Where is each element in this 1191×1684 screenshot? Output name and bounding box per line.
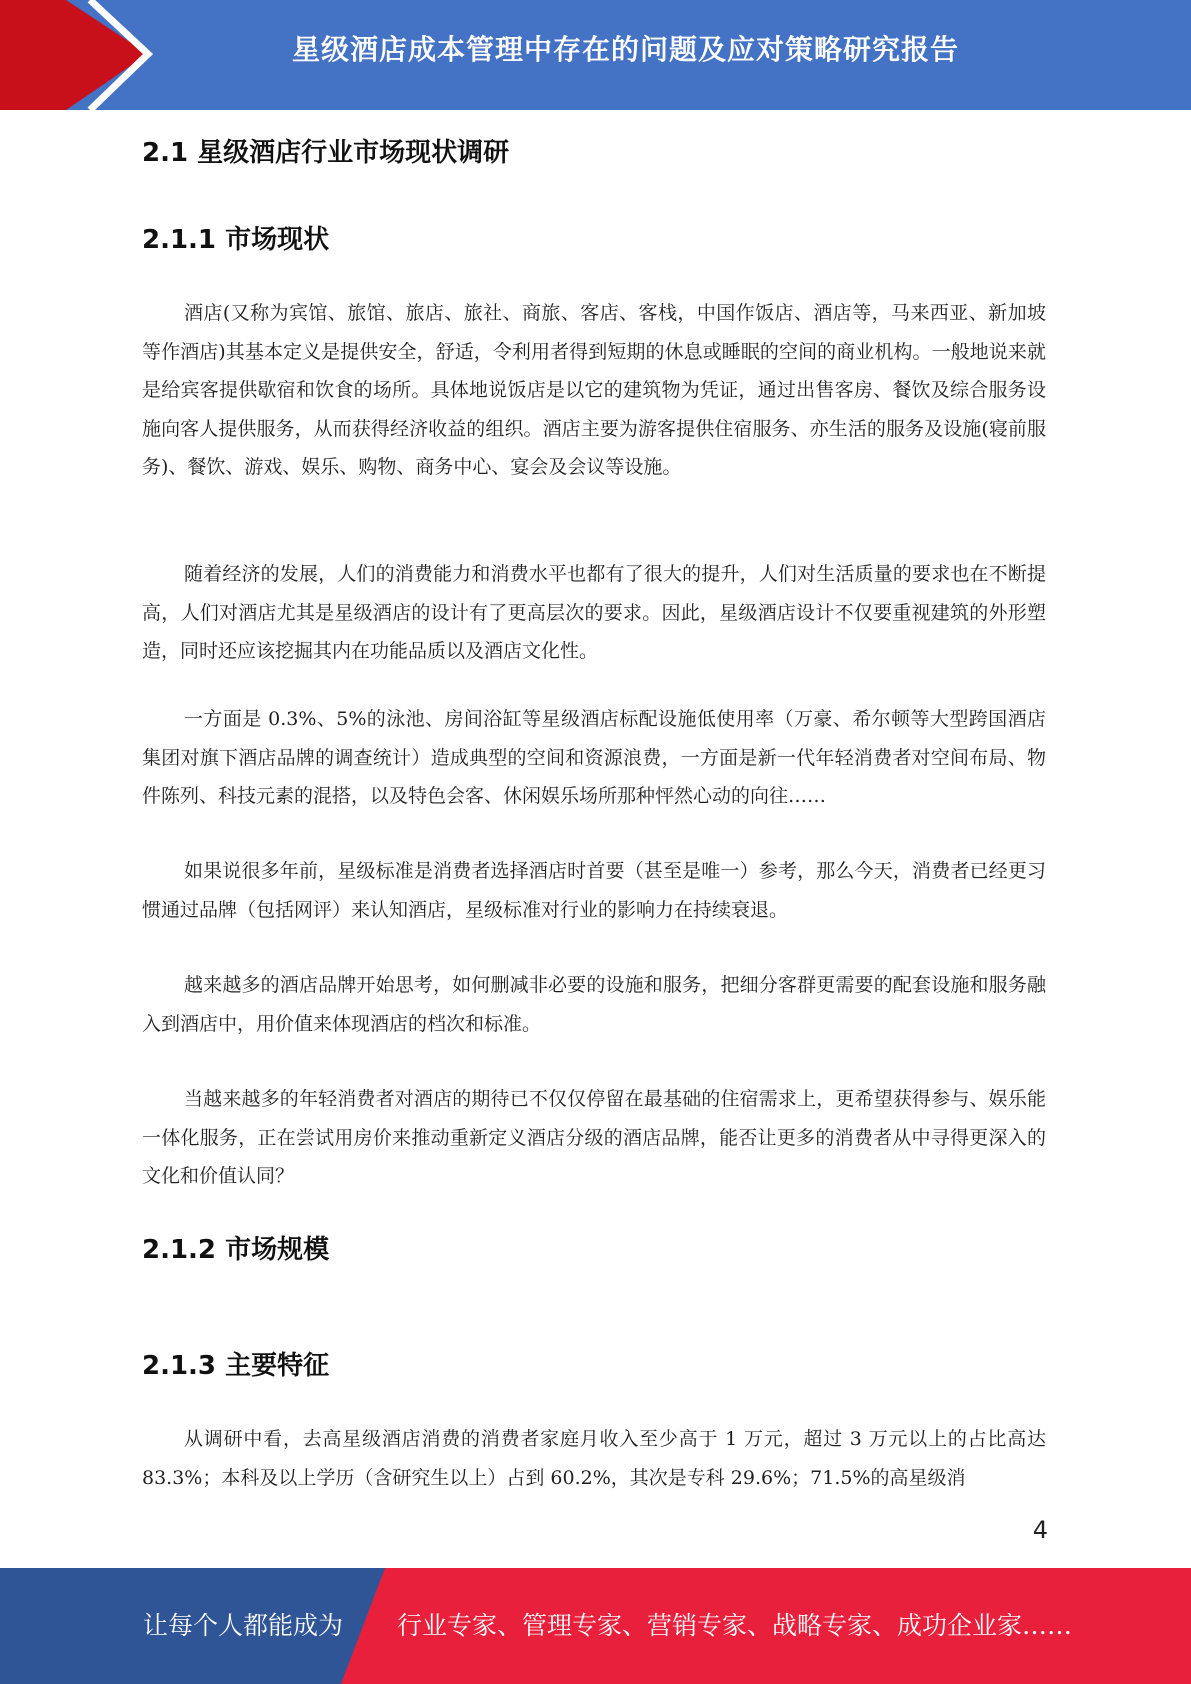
section-heading-2-1-3: 2.1.3 主要特征 [142, 1351, 330, 1381]
section-heading-2-1: 2.1 星级酒店行业市场现状调研 [142, 138, 510, 168]
footer-banner [0, 1568, 1191, 1684]
paragraph-economic-development: 随着经济的发展，人们的消费能力和消费水平也都有了很大的提升，人们对生活质量的要求也在不断提高，人们对酒店尤其是星级酒店的设计有了更高层次的要求。因此，星级酒店设计不仅要重视建筑的外形塑造，同时还应该挖掘其内在功能品质以及酒店文化性。 [142, 563, 1046, 662]
section-heading-2-1-1: 2.1.1 市场现状 [142, 225, 330, 255]
report-title: 星级酒店成本管理中存在的问题及应对策略研究报告 [291, 33, 959, 66]
paragraph-hotel-definition: 酒店(又称为宾馆、旅馆、旅店、旅社、商旅、客店、客栈，中国作饭店、酒店等，马来西亚、新加坡等作酒店)其基本定义是提供安全，舒适，令利用者得到短期的休息或睡眠的空间的商业机构。一般地说来就是给宾客提供歇宿和饮食的场所。具体地说饭店是以它的建筑物为凭证，通过出售客房、餐饮及综合服务设施向客人提供服务，从而获得经济收益的组织。酒店主要为游客提供住宿服务、亦生活的服务及设施(寝前服务)、餐饮、游戏、娱乐、购物、商务中心、宴会及会议等设施。 [142, 302, 1046, 478]
page-number: 4 [1032, 1516, 1048, 1544]
paragraph-facility-usage: 一方面是 0.3%、5%的泳池、房间浴缸等星级酒店标配设施低使用率（万豪、希尔顿等大型跨国酒店集团对旗下酒店品牌的调查统计）造成典型的空间和资源浪费，一方面是新一代年轻消费者对空间布局、物件陈列、科技元素的混搭，以及特色会客、休闲娱乐场所那种怦然心动的向往…… [142, 708, 1046, 807]
paragraph-young-consumers: 当越来越多的年轻消费者对酒店的期待已不仅仅停留在最基础的住宿需求上，更希望获得参与、娱乐能一体化服务，正在尝试用房价来推动重新定义酒店分级的酒店品牌，能否让更多的消费者从中寻得更深入的文化和价值认同？ [142, 1088, 1046, 1187]
footer-slogan-right: 行业专家、管理专家、营销专家、战略专家、成功企业家…… [397, 1611, 1073, 1640]
paragraph-survey-findings: 从调研中看，去高星级酒店消费的消费者家庭月收入至少高于 1 万元，超过 3 万元以上的占比高达 83.3%；本科及以上学历（含研究生以上）占到 60.2%，其次是专科 29.6%；71.5%的高星级消 [142, 1428, 1046, 1489]
header-banner [0, 0, 1191, 110]
paragraph-star-standard: 如果说很多年前，星级标准是消费者选择酒店时首要（甚至是唯一）参考，那么今天，消费者已经更习惯通过品牌（包括网评）来认知酒店，星级标准对行业的影响力在持续衰退。 [142, 860, 1046, 921]
footer-slogan-left: 让每个人都能成为 [143, 1611, 344, 1640]
paragraph-brand-thinking: 越来越多的酒店品牌开始思考，如何删减非必要的设施和服务，把细分客群更需要的配套设施和服务融入到酒店中，用价值来体现酒店的档次和标准。 [142, 974, 1046, 1035]
section-heading-2-1-2: 2.1.2 市场规模 [142, 1235, 330, 1265]
